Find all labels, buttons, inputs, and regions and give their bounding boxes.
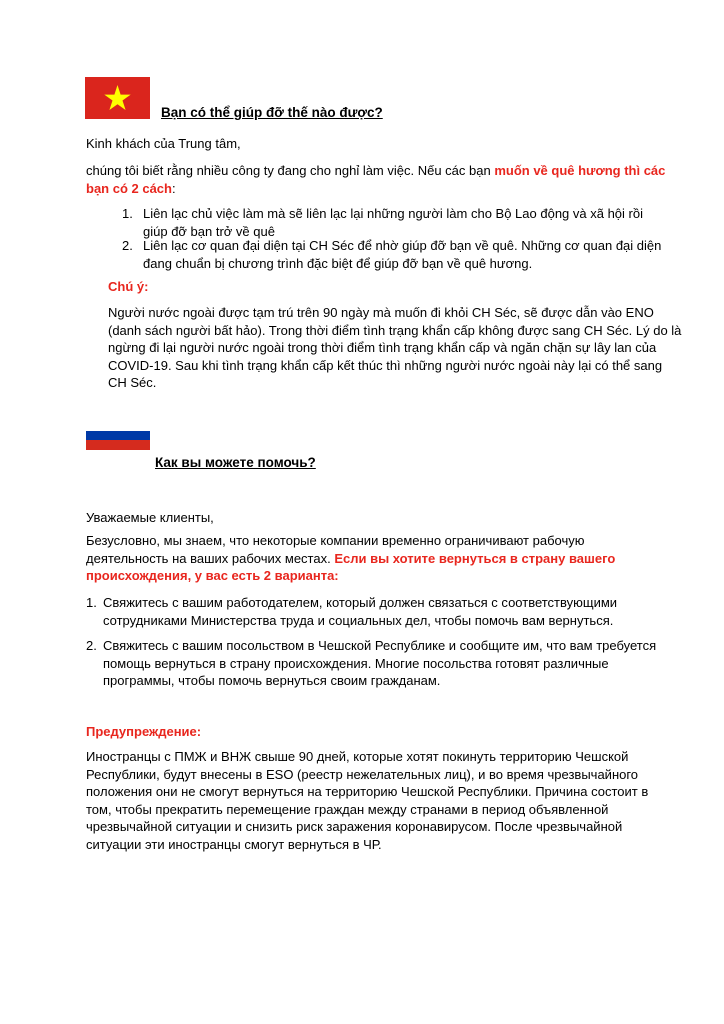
ru-greeting: Уважаемые клиенты,	[86, 510, 214, 525]
vn-intro-end: :	[171, 180, 176, 196]
vn-intro-highlight: muốn về quê hương thì các bạn có 2 cách	[86, 163, 666, 196]
vn-intro-paragraph	[86, 162, 670, 197]
vn-greeting: Kinh khách của Trung tâm,	[86, 136, 241, 151]
russia-flag-icon	[86, 421, 150, 450]
ru-warning-title: Предупреждение:	[86, 724, 202, 739]
vn-note-text: Người nước ngoài được tạm trú trên 90 ngày mà muốn đi khỏi CH Séc, sẽ được dẫn vào ENO (danh sách người bất hảo). Trong thời điểm tình trạng khẩn cấp không được sang CH Séc. Lý do là ngừng đi lại người nước ngoài trong thời điểm tình trạng khẩn cấp và ngăn chặn sự lây lan của COVID-19. Sau khi tình trạng khẩn cấp kết thúc thì những người nước ngoài này lại có thể sang CH Séc.	[108, 305, 682, 390]
vn-note-title: Chú ý:	[108, 279, 149, 294]
ru-list-text: Свяжитесь с вашим посольством в Чешской Республике и сообщите им, что вам требуется помощь вернуться в страну происхождения. Многие посольства готовят различные программы, чтобы помочь вернуться своим гражданам.	[103, 638, 657, 688]
vn-list-number: 1.	[122, 206, 133, 221]
vn-section-title: Bạn có thể giúp đỡ thế nào được?	[161, 105, 383, 120]
ru-intro-paragraph	[86, 532, 658, 585]
ru-list-number: 1.	[86, 595, 97, 610]
ru-intro-text: Безусловно, мы знаем, что некоторые компании временно ограничивают рабочую деятельность на ваших рабочих местах.	[86, 533, 585, 566]
ru-section-title: Как вы можете помочь?	[155, 455, 316, 470]
ru-list-number: 2.	[86, 638, 97, 653]
ru-warning-text: Иностранцы с ПМЖ и ВНЖ свыше 90 дней, которые хотят покинуть территорию Чешской Республики, будут внесены в ESO (реестр нежелательных лиц), и во время чрезвычайного положения они не смогут вернуться на территорию Чешской Республики. Причина состоит в том, чтобы прекратить перемещение граждан между странами в период объявленной чрезвычайной ситуации и снизить риск заражения коронавирусом. После чрезвычайной ситуации эти иностранцы смогут вернуться в ЧР.	[86, 749, 649, 852]
vn-intro-text: chúng tôi biết rằng nhiều công ty đang cho nghỉ làm việc. Nếu các bạn	[86, 163, 495, 178]
vn-list-text: Liên lạc chủ việc làm mà sẽ liên lạc lại những người làm cho Bộ Lao động và xã hội rồi giúp đỡ bạn trở về quê	[143, 206, 643, 239]
vn-list-number: 2.	[122, 238, 133, 253]
ru-list-text: Свяжитесь с вашим работодателем, который должен связаться с соответствующими сотрудниками Министерства труда и социальных дел, чтобы помочь вам вернуться.	[103, 595, 618, 628]
vn-list-text: Liên lạc cơ quan đại diện tại CH Séc để nhờ giúp đỡ bạn về quê. Những cơ quan đại diện đang chuẩn bị chương trình đặc biệt để giúp đỡ bạn về quê hương.	[143, 238, 662, 271]
ru-intro-highlight: Если вы хотите вернуться в страну вашего происхождения, у вас есть 2 варианта:	[86, 550, 616, 583]
vietnam-flag-icon	[85, 77, 150, 119]
